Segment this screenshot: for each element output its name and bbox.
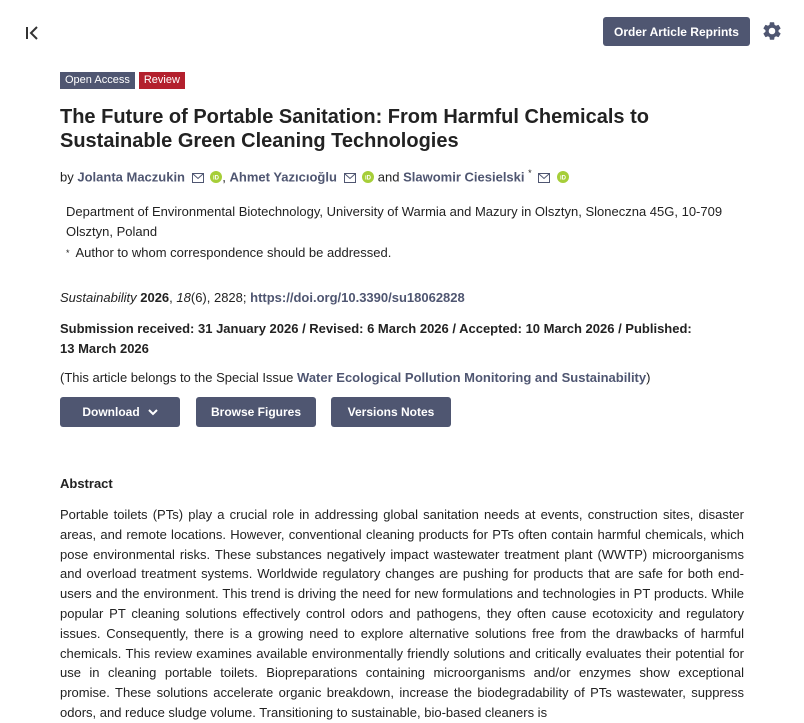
article-title: The Future of Portable Sanitation: From Harmful Chemicals to Sustainable Green Cleaning Technologies xyxy=(60,106,649,152)
download-button[interactable] xyxy=(60,397,180,427)
abstract-text: Portable toilets (PTs) play a crucial role in addressing global sanitation needs at events, construction sites, disaster areas, and remote locations. However, conventional cleaning products for PTs often contain harmful chemicals, which pose environmental risks. These substances negatively impact wastewater treatment plant (WWTP) microorganisms and overload treatment systems. Worldwide regulatory changes are pushing for products that are safe for both end-users and the environment. This trend is driving the need for new formulations and technologies in PT products. While popular PT cleaning solutions effectively control odors and pathogens, they often cause ecotoxicity and regulatory issues. Consequently, there is a growing need to explore alternative solutions free from the drawbacks of harmful chemicals. This review examines available environmentally friendly solutions and critically evaluates their potential for use in cleaning portable toilets. Biopreparations containing microorganisms and/or enzymes show exceptional promise. These solutions accelerate organic breakdown, increase the biodegradability of PTs wastewater, suppress odors, and reduce sludge volume. Transitioning to sustainable, bio-based cleaners is xyxy=(60,507,744,720)
envelope-icon[interactable] xyxy=(192,173,204,183)
and-label: and xyxy=(377,169,400,185)
download-label: Download xyxy=(82,405,140,419)
chevron-down-icon xyxy=(148,409,158,416)
gear-icon[interactable] xyxy=(761,20,783,42)
author-link-1[interactable]: Jolanta Maczukin xyxy=(77,169,185,185)
special-issue-prefix: (This article belongs to the Special Issue xyxy=(60,370,294,385)
corresponding-note xyxy=(66,245,391,261)
by-label: by xyxy=(60,169,74,185)
author-link-3[interactable]: Slawomir Ciesielski xyxy=(403,169,525,185)
open-access-badge[interactable]: Open Access xyxy=(60,72,135,89)
citation-volume: 18 xyxy=(176,290,191,305)
journal-name: Sustainability xyxy=(60,290,137,305)
abstract-heading: Abstract xyxy=(60,476,113,491)
svg-text:iD: iD xyxy=(559,175,566,182)
collapse-sidebar-icon[interactable] xyxy=(24,24,42,42)
versions-notes-button[interactable]: Versions Notes xyxy=(331,397,451,427)
author-link-2[interactable]: Ahmet Yazıcıoğlu xyxy=(229,169,337,185)
author-separator: , xyxy=(222,169,226,185)
special-issue xyxy=(60,370,650,386)
corresponding-mark: * xyxy=(528,168,532,178)
article-badges xyxy=(60,72,185,89)
envelope-icon[interactable] xyxy=(344,173,356,183)
envelope-icon[interactable] xyxy=(538,173,550,183)
corresponding-mark: * xyxy=(66,248,70,258)
svg-text:iD: iD xyxy=(213,175,220,182)
corresponding-text: Author to whom correspondence should be addressed. xyxy=(75,245,392,260)
review-badge: Review xyxy=(139,72,185,89)
orcid-icon[interactable] xyxy=(362,171,374,183)
citation-issue-pages: (6), 2828; xyxy=(190,290,247,305)
author-list xyxy=(60,165,569,185)
special-issue-suffix: ) xyxy=(646,370,651,385)
affiliation: Department of Environmental Biotechnology, University of Warmia and Mazury in Olsztyn, Sloneczna 45G, 10-709 Olsztyn, Poland xyxy=(66,204,723,239)
citation: Sustainability 2026, 18(6), 2828; https://doi.org/10.3390/su18062828 xyxy=(60,290,465,305)
doi-link[interactable]: https://doi.org/10.3390/su18062828 xyxy=(250,290,465,305)
svg-text:iD: iD xyxy=(365,175,372,182)
order-reprints-button[interactable]: Order Article Reprints xyxy=(603,17,750,46)
publication-dates: Submission received: 31 January 2026 / Revised: 6 March 2026 / Accepted: 10 March 2026 / Published: 13 March 2026 xyxy=(60,321,692,356)
special-issue-link[interactable]: Water Ecological Pollution Monitoring and Sustainability xyxy=(297,370,647,385)
citation-year: 2026 xyxy=(140,290,170,305)
browse-figures-button[interactable]: Browse Figures xyxy=(196,397,316,427)
orcid-icon[interactable] xyxy=(557,171,569,183)
orcid-icon[interactable] xyxy=(210,171,222,183)
